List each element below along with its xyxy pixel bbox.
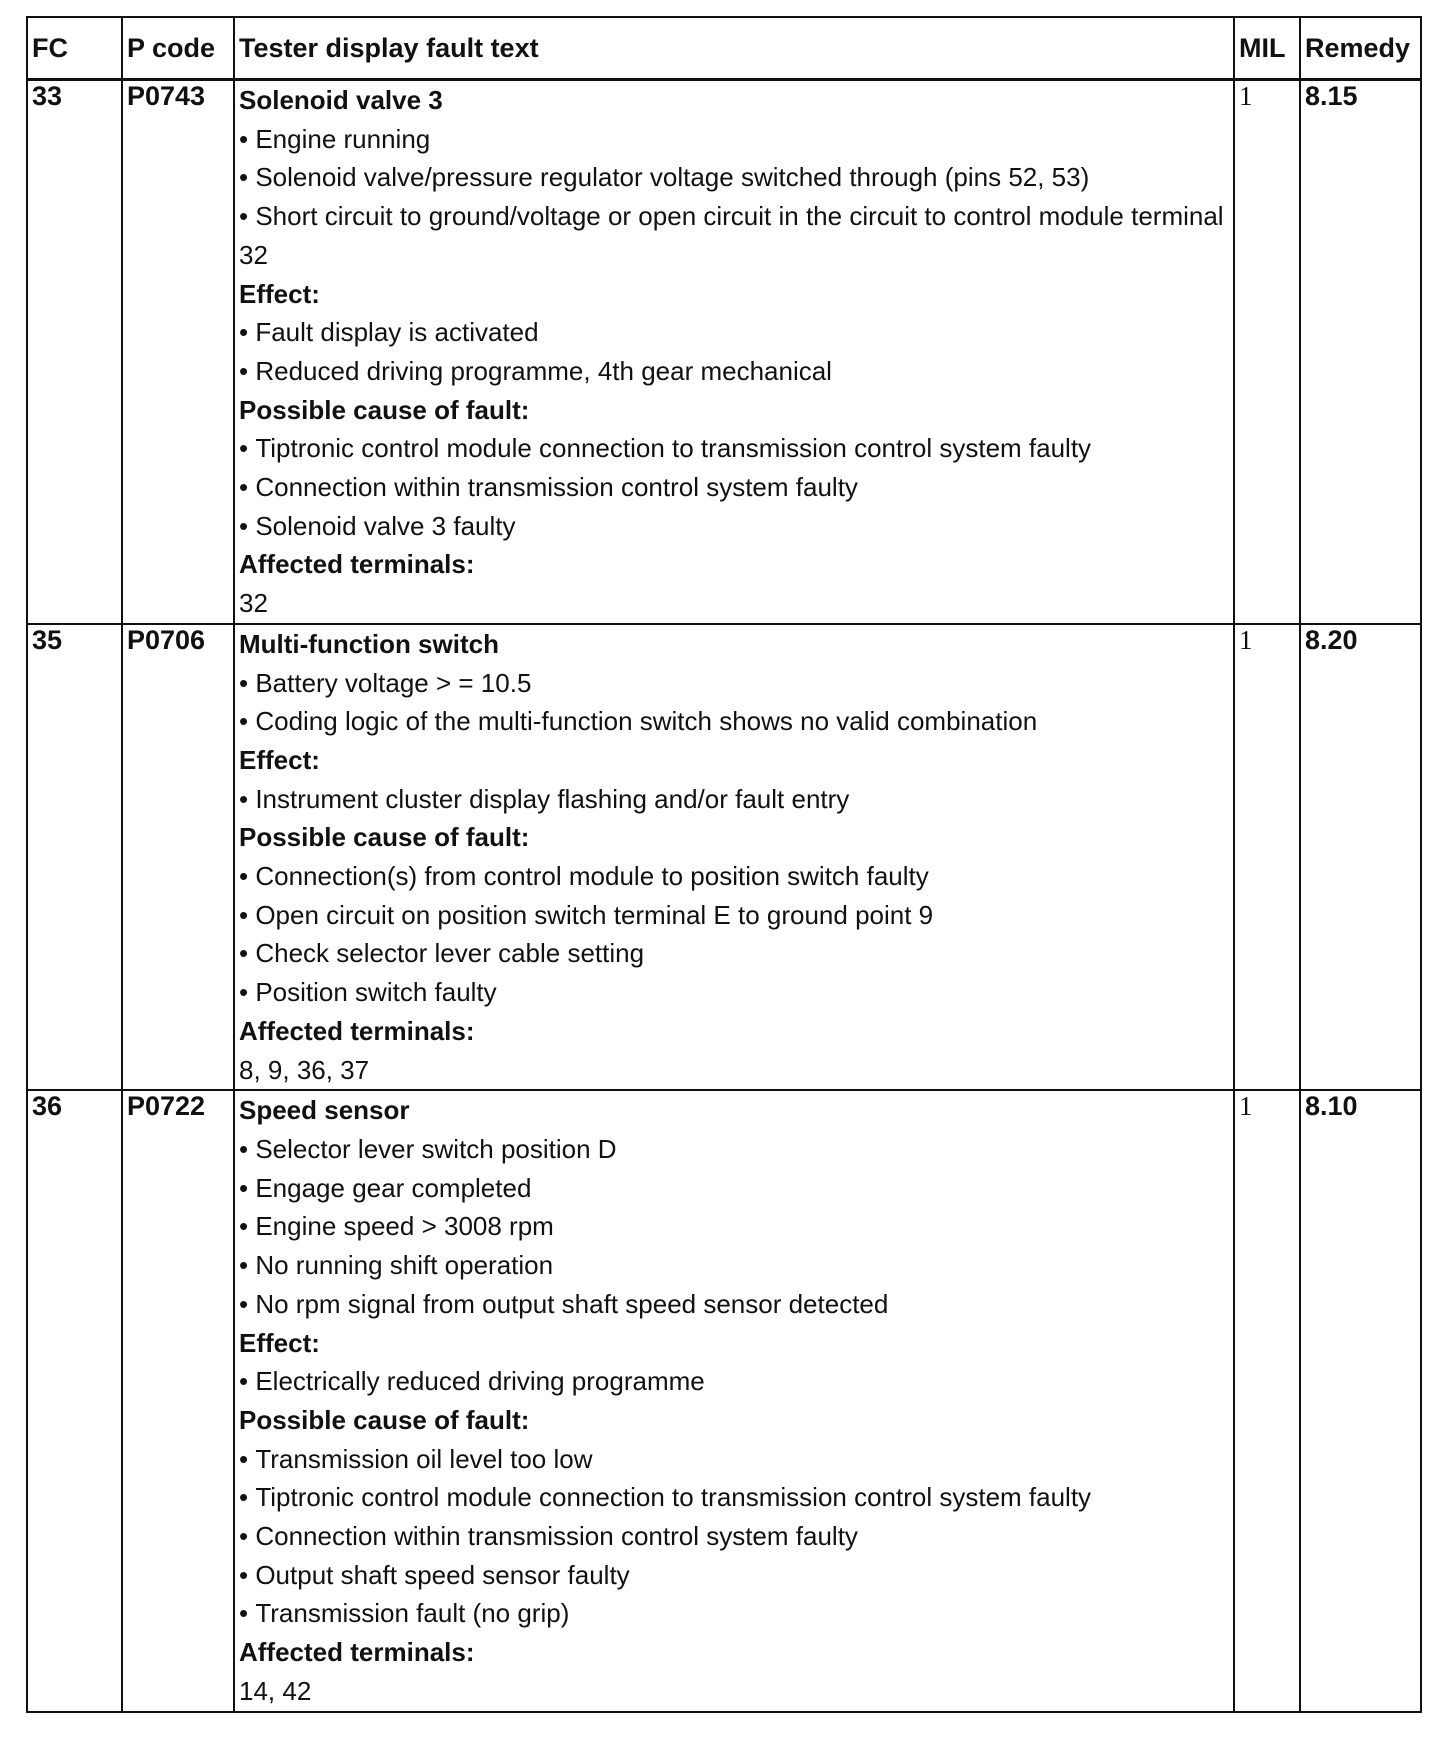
fc-cell: 33 [27,80,122,624]
effect-item: • Reduced driving programme, 4th gear mechanical [239,352,1229,391]
condition-item: • No running shift operation [239,1246,1229,1285]
pcode-cell: P0722 [122,1090,234,1711]
effect-item: • Electrically reduced driving programme [239,1362,1229,1401]
condition-item: • Engine speed > 3008 rpm [239,1207,1229,1246]
terminals-value: 14, 42 [239,1675,312,1706]
cause-heading: Possible cause of fault: [239,394,530,425]
cause-item: • Connection within transmission control system faulty [239,468,1229,507]
header-row [27,17,1421,80]
remedy-cell: 8.15 [1300,80,1421,624]
remedy-cell: 8.10 [1300,1090,1421,1711]
fault-text-cell [234,80,1234,624]
table-row [27,1090,1421,1711]
fault-code-table [26,16,1422,1713]
condition-item: • Battery voltage > = 10.5 [239,664,1229,703]
cause-item: • Transmission fault (no grip) [239,1594,1229,1633]
cause-item: • Open circuit on position switch terminal E to ground point 9 [239,896,1229,935]
cause-item: • Output shaft speed sensor faulty [239,1556,1229,1595]
header-pcode: P code [122,17,234,80]
cause-item: • Connection within transmission control system faulty [239,1517,1229,1556]
header-fc: FC [27,17,122,80]
cause-item: • Connection(s) from control module to position switch faulty [239,857,1229,896]
condition-item: • No rpm signal from output shaft speed sensor detected [239,1285,1229,1324]
effect-heading: Effect: [239,278,320,309]
condition-item: • Coding logic of the multi-function switch shows no valid combination [239,702,1229,741]
terminals-heading: Affected terminals: [239,1637,475,1668]
fault-text-cell [234,624,1234,1090]
fc-cell: 35 [27,624,122,1090]
fault-title: Speed sensor [239,1095,410,1126]
terminals-value: 32 [239,588,268,619]
cause-heading: Possible cause of fault: [239,1404,530,1435]
terminals-value: 8, 9, 36, 37 [239,1054,370,1085]
cause-item: • Check selector lever cable setting [239,934,1229,973]
fc-cell: 36 [27,1090,122,1711]
condition-item: • Selector lever switch position D [239,1130,1229,1169]
header-mil: MIL [1234,17,1300,80]
mil-cell: 1 [1234,1090,1300,1711]
mil-cell: 1 [1234,624,1300,1090]
fault-title: Solenoid valve 3 [239,85,443,115]
header-remedy: Remedy [1300,17,1421,80]
condition-item: • Engage gear completed [239,1169,1229,1208]
condition-item: • Engine running [239,120,1229,159]
cause-item: • Transmission oil level too low [239,1440,1229,1479]
terminals-heading: Affected terminals: [239,549,475,580]
effect-item: • Instrument cluster display flashing and/or fault entry [239,780,1229,819]
effect-item: • Fault display is activated [239,313,1229,352]
cause-heading: Possible cause of fault: [239,822,530,853]
table-row [27,80,1421,624]
fault-title: Multi-function switch [239,628,499,659]
pcode-cell: P0706 [122,624,234,1090]
mil-cell: 1 [1234,80,1300,624]
cause-item: • Tiptronic control module connection to transmission control system faulty [239,1478,1229,1517]
cause-item: • Tiptronic control module connection to transmission control system faulty [239,429,1229,468]
header-fault-text: Tester display fault text [234,17,1234,80]
table-row [27,624,1421,1090]
cause-item: • Position switch faulty [239,973,1229,1012]
condition-item: • Solenoid valve/pressure regulator voltage switched through (pins 52, 53) [239,158,1229,197]
effect-heading: Effect: [239,1327,320,1358]
pcode-cell: P0743 [122,80,234,624]
fault-text-cell [234,1090,1234,1711]
cause-item: • Solenoid valve 3 faulty [239,507,1229,546]
effect-heading: Effect: [239,744,320,775]
condition-item: • Short circuit to ground/voltage or open circuit in the circuit to control module terminal 32 [239,197,1229,274]
remedy-cell: 8.20 [1300,624,1421,1090]
table-body [27,80,1421,1712]
terminals-heading: Affected terminals: [239,1015,475,1046]
